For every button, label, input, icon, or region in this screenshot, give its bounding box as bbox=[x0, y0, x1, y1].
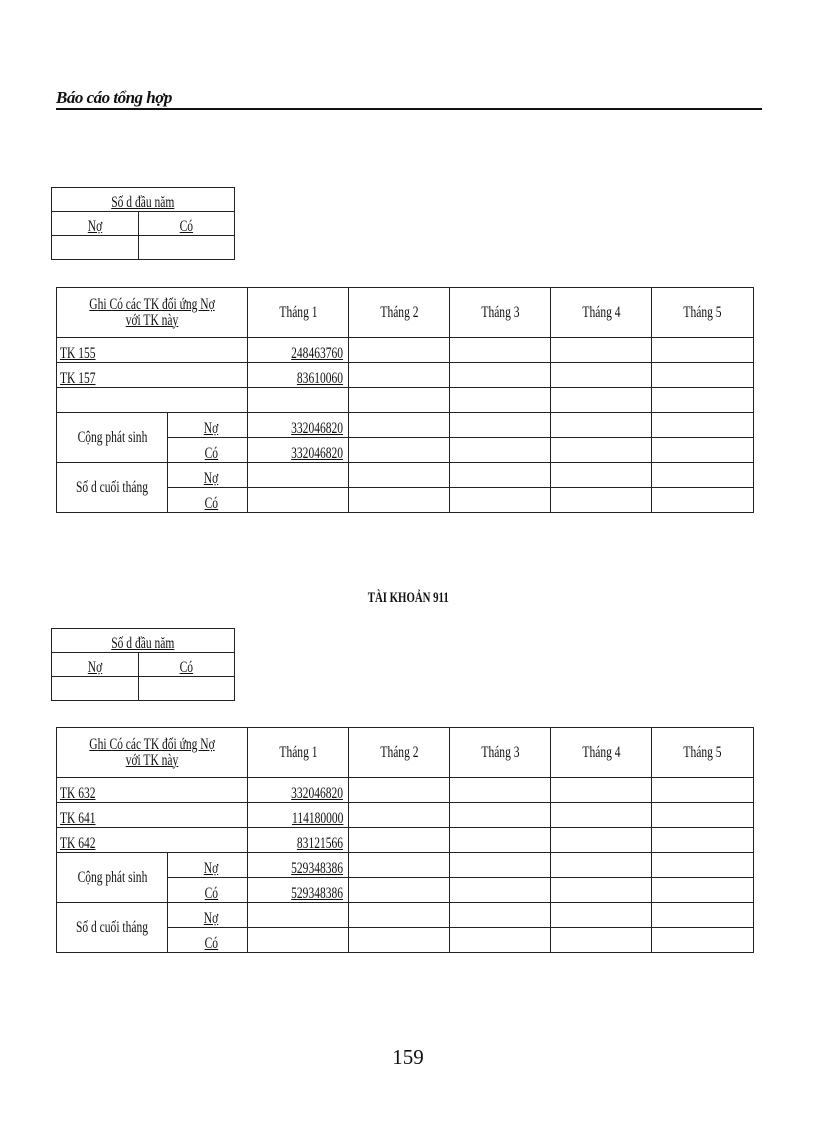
month-header: Tháng 4 bbox=[551, 728, 652, 778]
account-label: TK 157 bbox=[57, 363, 248, 388]
month-header: Tháng 1 bbox=[248, 728, 349, 778]
ledger-table-2 bbox=[56, 727, 754, 953]
total-debit-row bbox=[57, 413, 754, 438]
opening-credit-value bbox=[139, 677, 235, 701]
month1-value: 83121566 bbox=[248, 828, 349, 853]
page-number: 159 bbox=[392, 1045, 424, 1069]
opening-credit-label: Có bbox=[139, 653, 235, 677]
opening-credit-value bbox=[139, 236, 235, 260]
total-credit-value: 529348386 bbox=[248, 878, 349, 903]
debit-label: Nợ bbox=[168, 903, 248, 928]
credit-label: Có bbox=[168, 438, 248, 463]
account-label: TK 641 bbox=[57, 803, 248, 828]
opening-balance-title: Số d đầu năm bbox=[52, 188, 235, 212]
header-rule bbox=[56, 108, 762, 110]
total-debit-value: 529348386 bbox=[248, 853, 349, 878]
table-row bbox=[57, 363, 754, 388]
ledger-description-header: Ghi Có các TK đối ứng Nợ với TK này bbox=[57, 288, 248, 338]
opening-debit-value bbox=[52, 677, 139, 701]
total-debit-value: 332046820 bbox=[248, 413, 349, 438]
ledger-table-1 bbox=[56, 287, 754, 513]
opening-balance-table-1 bbox=[51, 187, 235, 260]
closing-label: Số d cuối tháng bbox=[57, 903, 168, 953]
debit-label: Nợ bbox=[168, 413, 248, 438]
month1-value: 114180000 bbox=[248, 803, 349, 828]
month-header: Tháng 2 bbox=[349, 728, 450, 778]
table-row bbox=[57, 828, 754, 853]
table-row bbox=[57, 803, 754, 828]
month-header: Tháng 5 bbox=[652, 288, 754, 338]
opening-credit-label: Có bbox=[139, 212, 235, 236]
table-row bbox=[57, 338, 754, 363]
ledger-description-header: Ghi Có các TK đối ứng Nợ với TK này bbox=[57, 728, 248, 778]
debit-label: Nợ bbox=[168, 853, 248, 878]
table-row bbox=[57, 388, 754, 413]
month-header: Tháng 1 bbox=[248, 288, 349, 338]
opening-balance-table-2 bbox=[51, 628, 235, 701]
credit-label: Có bbox=[168, 928, 248, 953]
report-header-title: Báo cáo tổng hợp bbox=[56, 88, 172, 107]
opening-debit-value bbox=[52, 236, 139, 260]
closing-label: Số d cuối tháng bbox=[57, 463, 168, 513]
month-header: Tháng 4 bbox=[551, 288, 652, 338]
month1-value: 332046820 bbox=[248, 778, 349, 803]
section-title: TÀI KHOẢN 911 bbox=[367, 590, 449, 606]
debit-label: Nợ bbox=[168, 463, 248, 488]
month1-value: 248463760 bbox=[248, 338, 349, 363]
closing-debit-row bbox=[57, 903, 754, 928]
month1-value: 83610060 bbox=[248, 363, 349, 388]
total-credit-value: 332046820 bbox=[248, 438, 349, 463]
opening-balance-title: Số d đầu năm bbox=[52, 629, 235, 653]
credit-label: Có bbox=[168, 488, 248, 513]
total-debit-row bbox=[57, 853, 754, 878]
total-label: Cộng phát sinh bbox=[57, 413, 168, 463]
month-header: Tháng 3 bbox=[450, 288, 551, 338]
account-label: TK 632 bbox=[57, 778, 248, 803]
month-header: Tháng 3 bbox=[450, 728, 551, 778]
opening-debit-label: Nợ bbox=[52, 212, 139, 236]
opening-debit-label: Nợ bbox=[52, 653, 139, 677]
account-label: TK 155 bbox=[57, 338, 248, 363]
account-label: TK 642 bbox=[57, 828, 248, 853]
credit-label: Có bbox=[168, 878, 248, 903]
closing-debit-row bbox=[57, 463, 754, 488]
month-header: Tháng 2 bbox=[349, 288, 450, 338]
table-row bbox=[57, 778, 754, 803]
month-header: Tháng 5 bbox=[652, 728, 754, 778]
total-label: Cộng phát sinh bbox=[57, 853, 168, 903]
